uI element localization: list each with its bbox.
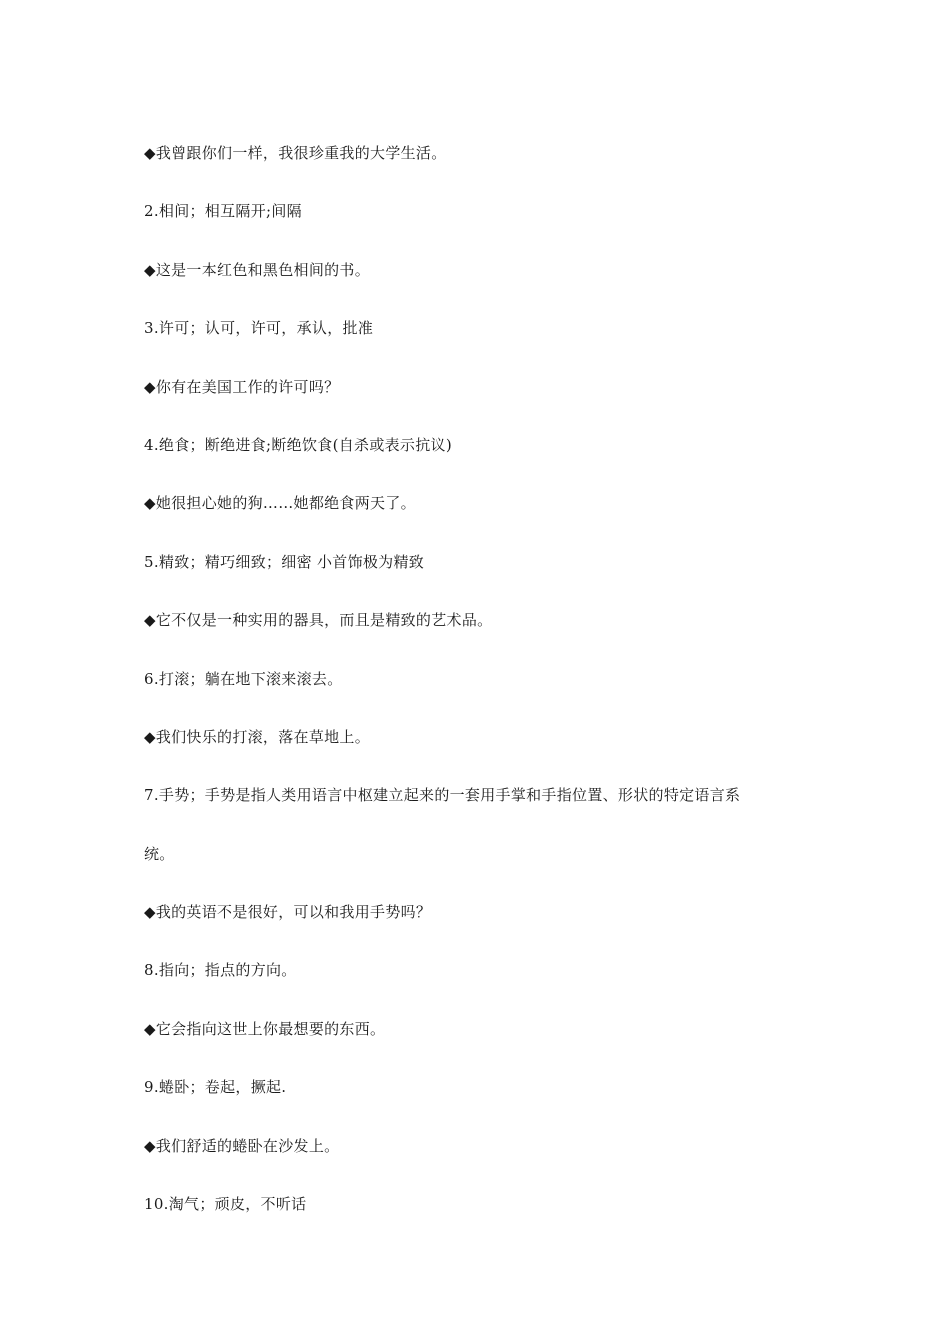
document-body [144,124,804,1233]
vocab-entry: 6.打滚；躺在地下滚来滚去。 [144,669,343,688]
example-sentence: ◆我们快乐的打滚，落在草地上。 [144,727,371,746]
example-sentence: ◆你有在美国工作的许可吗？ [144,377,340,396]
vocab-entry: 4.绝食；断绝进食;断绝饮食(自杀或表示抗议) [144,435,452,454]
vocab-entry: 2.相间；相互隔开;间隔 [144,202,302,221]
example-sentence: ◆我的英语不是很好，可以和我用手势吗？ [144,903,432,922]
example-sentence: ◆这是一本红色和黑色相间的书。 [144,260,371,279]
vocab-entry: 3.许可；认可，许可，承认，批准 [144,319,374,338]
vocab-entry: 8.指向；指点的方向。 [144,961,297,980]
vocab-entry: 5.精致；精巧细致；细密 小首饰极为精致 [144,552,425,571]
example-sentence: ◆她很担心她的狗……她都绝食两天了。 [144,494,416,513]
example-sentence: ◆我曾跟你们一样，我很珍重我的大学生活。 [144,144,447,162]
example-sentence: ◆它会指向这世上你最想要的东西。 [144,1019,386,1038]
vocab-entry: 10.淘气；顽皮，不听话 [144,1195,307,1214]
example-sentence: ◆它不仅是一种实用的器具，而且是精致的艺术品。 [144,611,493,630]
vocab-entry: 9.蜷卧；卷起，撅起. [144,1078,287,1097]
vocab-entry-continuation: 统。 [144,844,175,863]
example-sentence: ◆我们舒适的蜷卧在沙发上。 [144,1136,340,1155]
vocab-entry: 7.手势；手势是指人类用语言中枢建立起来的一套用手掌和手指位置、形状的特定语言系 [144,786,741,805]
